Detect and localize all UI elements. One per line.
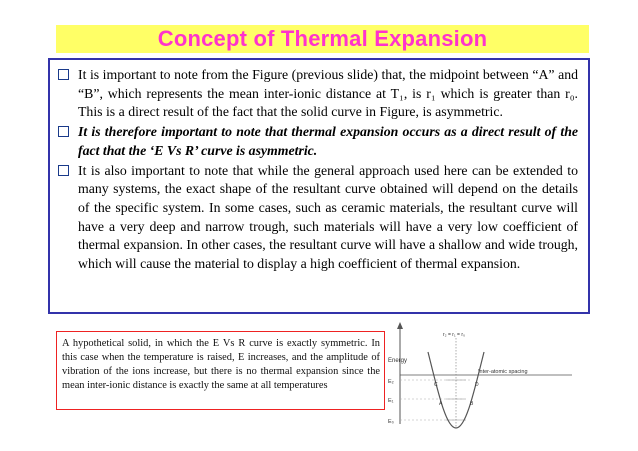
level-e2-label: E₂ (388, 379, 394, 385)
level-e1-label: E₁ (388, 398, 394, 404)
y-axis-label: Energy (388, 358, 408, 364)
bullet-item-3 (56, 162, 578, 274)
checkbox-bullet-icon (58, 126, 69, 137)
point-c-label: C (434, 382, 438, 388)
bullet-item-2 (56, 123, 578, 160)
checkbox-bullet-icon (58, 165, 69, 176)
checkbox-bullet-icon (58, 69, 69, 80)
bullet-text: It is therefore important to note that thermal expansion occurs as a direct result of the fact that the ‘E Vs R’ curve is asymmetric. (78, 124, 578, 158)
bullet-item-1 (56, 66, 578, 122)
bullet-text: It is important to note from the Figure (previous slide) that, the midpoint between “A” and “B”, which represents the mean inter-ionic distance at T₁, is r₁ which is greater than r₀. This is a direct result of the fact that the solid curve in Figure, is asymmetric. (78, 67, 578, 120)
point-b-label: B (470, 401, 474, 407)
energy-curve-figure (386, 320, 586, 430)
level-e0-label: E₀ (388, 419, 394, 425)
slide-title: Concept of Thermal Expansion (157, 26, 488, 51)
caption-box (56, 331, 385, 410)
x-axis-label: Inter-atomic spacing (478, 369, 528, 375)
energy-diagram (386, 320, 586, 430)
bullet-text: It is also important to note that while the general approach used here can be extended to many systems, the exact shape of the resultant curve obtained will depend on the details of the specific system. In some cases, such as ceramic materials, the resultant curve will have a very deep and narrow trough, such materials will have a very low coefficient of thermal expansion. In other cases, the resultant curve will have a shallow and wide trough, which will cause the material to display a high coefficient of thermal expansion. (78, 162, 578, 272)
bullet-box (48, 58, 590, 314)
caption-text: A hypothetical solid, in which the E Vs R curve is exactly symmetric. In this case when the temperature is raised, E increases, and the amplitude of vibration of the ions increase, but there is no thermal expansion since the mean inter-ionic distance is exactly the same at all temperatures (62, 338, 380, 391)
title-banner (56, 25, 589, 53)
point-a-label: A (439, 401, 443, 407)
point-d-label: D (475, 382, 479, 388)
y-axis-arrow-icon (397, 322, 403, 329)
spacing-equality-label: r₂ = r₁ = r₀ (443, 332, 466, 338)
